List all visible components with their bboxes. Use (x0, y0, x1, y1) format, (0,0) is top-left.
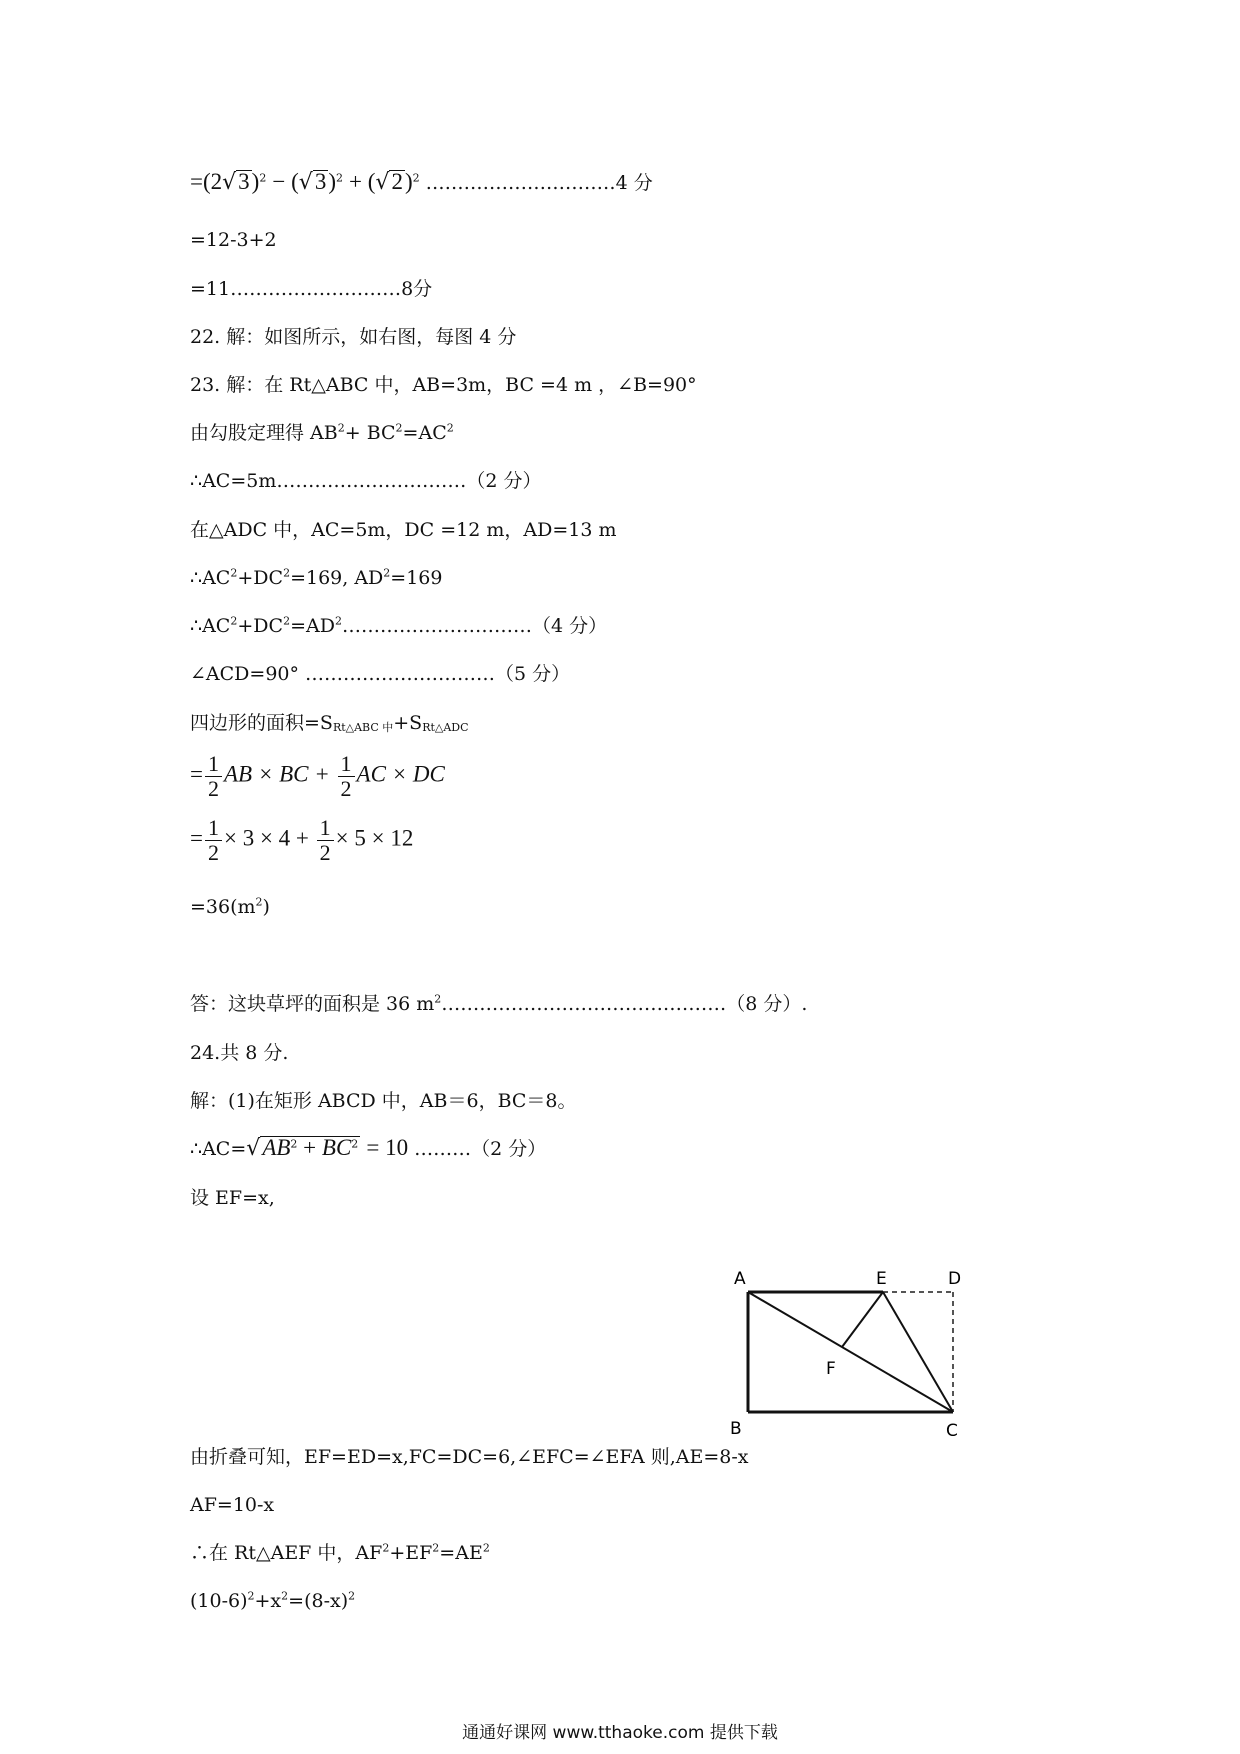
segment-ef (842, 1292, 883, 1347)
equation-line-2: =12-3+2 (190, 229, 277, 251)
half-fraction: $\frac{1}{2}$ (317, 816, 334, 865)
area-result: $=36(m^2)$ (190, 895, 270, 918)
segment-ec (883, 1292, 953, 1412)
let-ef-line: 设 EF=x, (190, 1187, 275, 1209)
sum-squares-line: $\therefore AC^2+DC^2=169$, $AD^2=169$ (190, 566, 443, 589)
ac-sqrt-line: $\therefore AC=√AB^2 + BC^2 = 10$ ………（2 分） (190, 1135, 547, 1161)
area-fraction-line-2: = $\frac{1}{2}$ × 3 × 4 + $\frac{1}{2}$ × 5 × 12 (190, 815, 414, 865)
half-fraction: $\frac{1}{2}$ (205, 816, 222, 865)
answer-22: 22. 解：如图所示，如右图，每图 4 分 (190, 326, 517, 348)
label-d: D (948, 1269, 962, 1289)
folded-rectangle-figure (728, 1262, 968, 1442)
angle-acd-line: ∠ACD=90° …………………………（5 分） (190, 663, 571, 685)
final-answer-23: 答：这块草坪的面积是 36 $m^2\dots\dots\dots\dots\dots\dots\dots\dots\dots\dots\dots\dots\dots\dots\dots(8$ 分）. (190, 992, 808, 1015)
label-f: F (826, 1359, 836, 1379)
label-a: A (734, 1269, 746, 1289)
half-fraction: $\frac{1}{2}$ (338, 752, 355, 801)
equation-line-1: $=(2√3)^2 - (√3)^2 + (√2)^2$ …………………………4 分 (190, 169, 653, 195)
rt-aef-line: ∴在 Rt△AEF 中，$AF^2+EF^2=AE^2$ (190, 1541, 490, 1564)
converse-line: $\therefore AC^2+DC^2=AD^2\dots\dots\dots\dots\dots\dots\dots\dots\dots\dots(4$ 分） (190, 614, 608, 637)
answer-24-heading: 24.共 8 分. (190, 1042, 289, 1064)
equation-x-line: $(10-6)^2+x^2=(8-x)^2$ (190, 1589, 356, 1612)
folding-line: 由折叠可知，EF=ED=x,FC=DC=6,∠EFC=∠EFA 则,AE=8-x (190, 1446, 749, 1468)
diagonal-ac (748, 1292, 953, 1412)
area-fraction-line-1: = $\frac{1}{2}$ AB × BC + $\frac{1}{2}$ AC × DC (190, 751, 445, 801)
pythagorean-line: 由勾股定理得 $AB^2+ BC^2=AC^2$ (190, 421, 454, 444)
area-formula-line: 四边形的面积$=S_{Rt\triangle ABC 中}+S_{Rt\triangle ADC}$ (190, 712, 469, 734)
half-fraction: $\frac{1}{2}$ (205, 752, 222, 801)
label-c: C (946, 1421, 958, 1441)
label-e: E (876, 1269, 887, 1289)
answer-23-heading: 23. 解：在 Rt△ABC 中，AB=3m，BC =4 m ，∠B=90° (190, 374, 697, 396)
score-4: …………………………4 分 (425, 172, 653, 194)
label-b: B (730, 1419, 742, 1439)
ac-result: ∴AC=5m…………………………（2 分） (190, 470, 542, 492)
triangle-adc-line: 在△ADC 中，AC=5m，DC =12 m，AD=13 m (190, 519, 617, 541)
equation-line-3: =11………………………8分 (190, 278, 433, 300)
af-line: AF=10-x (190, 1494, 275, 1516)
rectangle-line: 解：(1)在矩形 ABCD 中，AB＝6，BC＝8。 (190, 1090, 577, 1112)
page-footer: 通通好课网 www.tthaoke.com 提供下载 (462, 1723, 778, 1743)
